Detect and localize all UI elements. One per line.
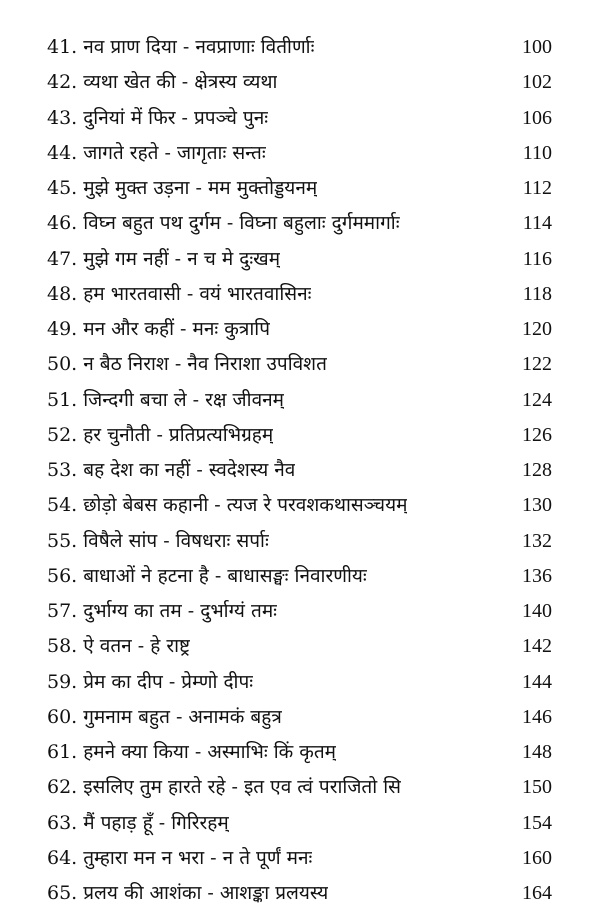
- entry-text: [47, 629, 190, 664]
- entry-page-number: 110: [522, 141, 552, 164]
- entry-title: हमने क्या किया - अस्माभिः किं कृतम्: [83, 741, 337, 763]
- entry-text: [47, 277, 311, 312]
- entry-title: विषैले सांप - विषधराः सर्पाः: [83, 529, 269, 552]
- entry-page-number: 164: [522, 882, 552, 904]
- table-of-contents: [0, 30, 600, 911]
- entry-number: 64.: [47, 846, 78, 869]
- entry-page-number: 142: [522, 635, 552, 658]
- entry-page-number: 116: [522, 247, 552, 270]
- entry-page-number: 120: [522, 318, 552, 340]
- entry-number: 54.: [47, 494, 78, 517]
- toc-entry: [0, 242, 600, 277]
- toc-entry: [0, 277, 600, 312]
- toc-entry: [0, 30, 600, 65]
- entry-number: 51.: [47, 388, 78, 411]
- entry-number: 61.: [47, 741, 78, 763]
- toc-entry: [0, 629, 600, 664]
- entry-page-number: 144: [522, 670, 552, 693]
- entry-number: 42.: [47, 71, 78, 94]
- toc-entry: [0, 735, 600, 770]
- toc-entry: [0, 559, 600, 594]
- entry-number: 47.: [47, 247, 78, 270]
- toc-entry: [0, 312, 600, 347]
- toc-entry: [0, 453, 600, 488]
- entry-text: [47, 347, 327, 382]
- entry-text: [47, 206, 400, 241]
- entry-text: [47, 488, 407, 523]
- toc-entry: [0, 418, 600, 453]
- entry-title: नव प्राण दिया - नवप्राणाः वितीर्णाः: [83, 36, 315, 58]
- entry-title: दुर्भाग्य का तम - दुर्भाग्यं तमः: [83, 600, 278, 622]
- entry-text: [47, 524, 269, 559]
- entry-title: गुमनाम बहुत - अनामकं बहुत्र: [83, 705, 282, 728]
- toc-entry: [0, 101, 600, 136]
- entry-text: [47, 665, 253, 700]
- entry-number: 41.: [47, 36, 78, 58]
- entry-text: [47, 806, 229, 841]
- entry-text: [47, 735, 336, 770]
- toc-entry: [0, 383, 600, 418]
- entry-page-number: 140: [522, 600, 552, 622]
- toc-entry: [0, 700, 600, 735]
- entry-page-number: 160: [522, 846, 552, 869]
- entry-page-number: 102: [522, 71, 552, 94]
- entry-title: हम भारतवासी - वयं भारतवासिनः: [83, 282, 312, 305]
- entry-text: [47, 770, 401, 805]
- entry-title: मैं पहाड़ हूँ - गिरिरहम्: [83, 811, 229, 834]
- toc-entry: [0, 594, 600, 629]
- entry-title: न बैठ निराश - नैव निराशा उपविशत: [83, 353, 327, 376]
- entry-page-number: 132: [522, 529, 552, 552]
- entry-title: बह देश का नहीं - स्वदेशस्य नैव: [83, 459, 296, 481]
- toc-entry: [0, 665, 600, 700]
- entry-title: मुझे मुक्त उड़ना - मम मुक्तोड्डयनम्: [83, 177, 318, 199]
- entry-text: [47, 101, 268, 136]
- entry-number: 58.: [47, 635, 78, 658]
- entry-text: [47, 171, 317, 206]
- entry-text: [47, 559, 367, 594]
- toc-entry: [0, 841, 600, 876]
- entry-number: 62.: [47, 776, 78, 799]
- toc-entry: [0, 806, 600, 841]
- entry-title: बाधाओं ने हटना है - बाधासङ्घः निवारणीयः: [83, 564, 367, 587]
- entry-page-number: 124: [522, 388, 552, 411]
- entry-page-number: 146: [522, 705, 552, 728]
- entry-page-number: 150: [522, 776, 552, 799]
- toc-entry: [0, 206, 600, 241]
- toc-entry: [0, 524, 600, 559]
- entry-page-number: 106: [522, 106, 552, 129]
- entry-title: तुम्हारा मन न भरा - न ते पूर्णं मनः: [83, 846, 313, 869]
- entry-text: [47, 594, 277, 629]
- entry-number: 65.: [47, 882, 78, 904]
- entry-number: 55.: [47, 529, 78, 552]
- entry-title: प्रेम का दीप - प्रेम्णो दीपः: [83, 670, 254, 693]
- entry-number: 46.: [47, 212, 78, 235]
- entry-title: मुझे गम नहीं - न च मे दुःखम्: [83, 247, 281, 270]
- entry-text: [47, 312, 270, 347]
- entry-title: इसलिए तुम हारते रहे - इत एव त्वं पराजितो सि: [83, 776, 401, 799]
- entry-text: [47, 383, 284, 418]
- entry-page-number: 100: [522, 36, 552, 58]
- toc-entry: [0, 347, 600, 382]
- entry-page-number: 126: [522, 423, 552, 446]
- entry-page-number: 112: [522, 177, 552, 199]
- toc-entry: [0, 136, 600, 171]
- entry-number: 45.: [47, 177, 78, 199]
- entry-text: [47, 136, 266, 171]
- entry-number: 44.: [47, 141, 78, 164]
- entry-title: विघ्न बहुत पथ दुर्गम - विघ्ना बहुलाः दुर्गममार्गाः: [83, 212, 400, 235]
- toc-entry: [0, 770, 600, 805]
- entry-page-number: 154: [522, 811, 552, 834]
- entry-text: [47, 876, 328, 911]
- entry-number: 53.: [47, 459, 78, 481]
- entry-title: छोड़ो बेबस कहानी - त्यज रे परवशकथासञ्चयम्: [83, 494, 408, 517]
- toc-entry: [0, 171, 600, 206]
- entry-title: व्यथा खेत की - क्षेत्रस्य व्यथा: [83, 71, 278, 94]
- entry-text: [47, 418, 273, 453]
- entry-number: 60.: [47, 705, 78, 728]
- entry-number: 49.: [47, 318, 78, 340]
- toc-entry: [0, 65, 600, 100]
- entry-page-number: 128: [522, 459, 552, 481]
- entry-page-number: 118: [522, 282, 552, 305]
- entry-number: 52.: [47, 423, 78, 446]
- entry-text: [47, 453, 295, 488]
- entry-page-number: 130: [522, 494, 552, 517]
- entry-page-number: 122: [522, 353, 552, 376]
- entry-text: [47, 65, 277, 100]
- entry-number: 43.: [47, 106, 78, 129]
- entry-text: [47, 30, 314, 65]
- entry-title: प्रलय की आशंका - आशङ्का प्रलयस्य: [83, 882, 329, 904]
- entry-page-number: 136: [522, 564, 552, 587]
- entry-title: जागते रहते - जागृताः सन्तः: [83, 141, 266, 164]
- entry-text: [47, 242, 280, 277]
- entry-title: दुनियां में फिर - प्रपञ्चे पुनः: [83, 106, 269, 129]
- entry-text: [47, 700, 282, 735]
- entry-title: जिन्दगी बचा ले - रक्ष जीवनम्: [83, 388, 285, 411]
- entry-number: 48.: [47, 282, 78, 305]
- entry-number: 59.: [47, 670, 78, 693]
- entry-number: 57.: [47, 600, 78, 622]
- entry-title: ऐ वतन - हे राष्ट्र: [83, 635, 191, 658]
- entry-title: हर चुनौती - प्रतिप्रत्यभिग्रहम्: [83, 423, 274, 446]
- entry-page-number: 114: [522, 212, 552, 235]
- entry-title: मन और कहीं - मनः कुत्रापि: [83, 318, 271, 340]
- entry-number: 50.: [47, 353, 78, 376]
- entry-number: 56.: [47, 564, 78, 587]
- entry-text: [47, 841, 312, 876]
- entry-number: 63.: [47, 811, 78, 834]
- toc-entry: [0, 876, 600, 911]
- entry-page-number: 148: [522, 741, 552, 763]
- toc-entry: [0, 488, 600, 523]
